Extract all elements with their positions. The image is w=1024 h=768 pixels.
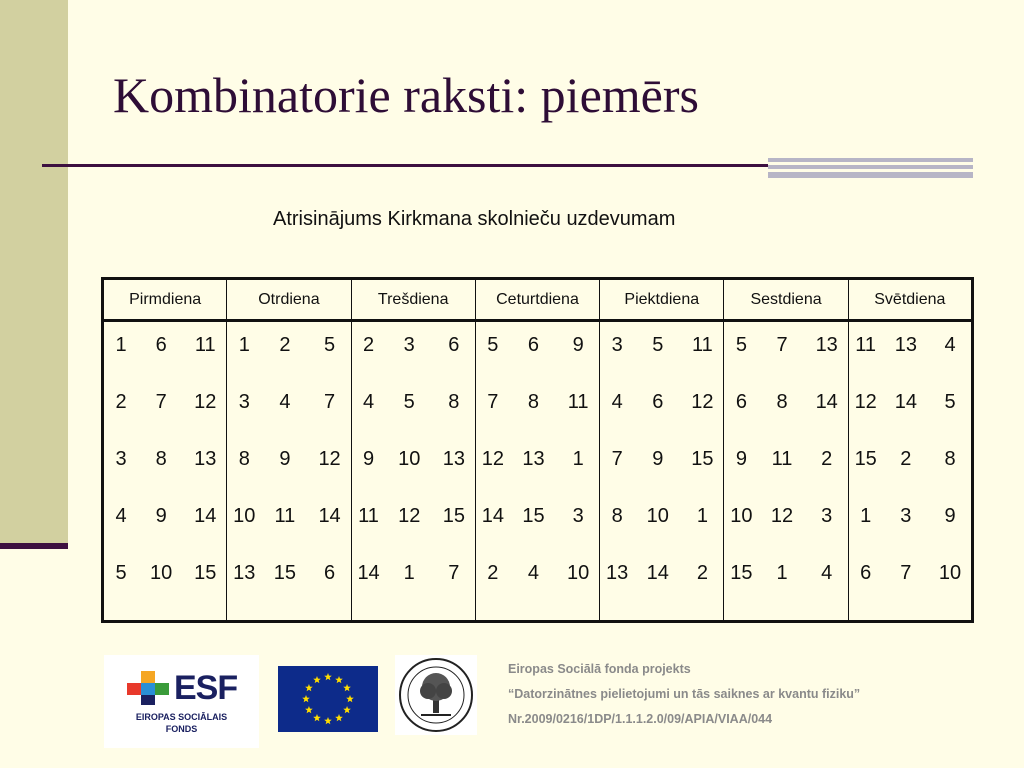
student-number: 14 (815, 391, 838, 413)
student-number: 13 (442, 448, 465, 470)
footer-line-1: Eiropas Sociālā fonda projekts (508, 662, 691, 676)
student-number: 3 (572, 505, 584, 527)
student-number: 6 (527, 334, 540, 356)
student-number: 3 (238, 391, 250, 413)
esf-letters: ESF (174, 669, 238, 707)
student-number: 14 (194, 505, 217, 527)
student-number: 13 (194, 448, 217, 470)
student-group (605, 449, 718, 506)
student-number: 5 (324, 334, 336, 356)
student-group (481, 335, 594, 392)
student-number: 9 (363, 448, 375, 470)
student-number: 13 (233, 562, 256, 584)
student-number: 12 (318, 448, 341, 470)
student-number: 15 (194, 562, 217, 584)
student-number: 1 (696, 505, 708, 527)
student-number: 1 (115, 334, 127, 356)
sidebar-accent-line (0, 543, 68, 549)
eu-star (313, 714, 321, 721)
student-number: 2 (821, 448, 833, 470)
student-number: 4 (115, 505, 127, 527)
student-number: 15 (522, 505, 545, 527)
student-number: 8 (238, 448, 250, 470)
student-group (605, 506, 718, 563)
student-group (232, 449, 345, 506)
student-number: 6 (652, 391, 664, 413)
header-tuesday: Otrdiena (227, 279, 351, 321)
student-number: 8 (448, 391, 460, 413)
student-group (481, 392, 594, 449)
esf-mark-icon (127, 671, 171, 705)
student-number: 14 (646, 562, 669, 584)
student-group (605, 335, 718, 392)
student-number: 1 (572, 448, 584, 470)
student-number: 5 (115, 562, 127, 584)
student-group (357, 335, 470, 392)
day-column (351, 321, 475, 622)
title-rule-accent (768, 158, 973, 178)
student-group (481, 563, 594, 620)
sidebar-decoration (0, 0, 68, 545)
eu-flag-logo (278, 666, 378, 732)
student-number: 5 (735, 334, 747, 356)
student-number: 11 (855, 334, 877, 356)
slide-subtitle: Atrisinājums Kirkmana skolnieču uzdevumam (273, 208, 676, 230)
student-number: 7 (776, 334, 788, 356)
student-group (854, 449, 966, 506)
eu-star (305, 684, 313, 691)
student-number: 4 (611, 391, 623, 413)
student-group (109, 506, 221, 563)
eu-star (335, 714, 343, 721)
esf-caption-line1: EIROPAS SOCIĀLAIS (135, 712, 228, 722)
student-number: 12 (854, 391, 877, 413)
eu-star (324, 717, 332, 724)
student-number: 3 (821, 505, 833, 527)
student-number: 5 (403, 391, 415, 413)
student-number: 15 (854, 448, 877, 470)
student-number: 7 (487, 391, 499, 413)
table-header-row (103, 279, 973, 321)
student-number: 10 (398, 448, 421, 470)
student-number: 10 (730, 505, 753, 527)
eu-star (343, 684, 351, 691)
day-column (227, 321, 351, 622)
student-number: 6 (860, 562, 872, 584)
student-number: 8 (527, 391, 540, 413)
student-number: 4 (527, 562, 540, 584)
student-group (729, 335, 842, 392)
student-number: 7 (448, 562, 460, 584)
student-number: 2 (900, 448, 912, 470)
esf-caption-line2: FONDS (165, 724, 198, 734)
header-monday: Pirmdiena (103, 279, 227, 321)
student-group (357, 449, 470, 506)
student-number: 11 (274, 505, 296, 527)
student-number: 14 (481, 505, 504, 527)
student-number: 5 (487, 334, 499, 356)
student-number: 11 (692, 334, 713, 356)
student-group (729, 392, 842, 449)
student-number: 2 (115, 391, 127, 413)
student-group (854, 506, 966, 563)
student-number: 11 (194, 334, 216, 356)
slide-title: Kombinatorie raksti: piemērs (113, 67, 699, 123)
student-number: 9 (155, 505, 167, 527)
student-number: 7 (900, 562, 912, 584)
student-number: 8 (776, 391, 788, 413)
university-seal-icon (395, 655, 477, 735)
student-number: 3 (900, 505, 912, 527)
schedule-table (101, 277, 974, 623)
eu-star (305, 706, 313, 713)
student-number: 12 (691, 391, 714, 413)
student-number: 11 (358, 505, 379, 527)
student-number: 6 (324, 562, 336, 584)
student-number: 13 (606, 562, 629, 584)
student-number: 15 (691, 448, 714, 470)
student-group (481, 506, 594, 563)
student-number: 15 (442, 505, 465, 527)
eu-star (346, 695, 354, 702)
student-number: 8 (944, 448, 956, 470)
eu-star (343, 706, 351, 713)
student-number: 12 (194, 391, 217, 413)
student-number: 8 (611, 505, 623, 527)
student-number: 3 (611, 334, 623, 356)
student-number: 12 (481, 448, 504, 470)
student-number: 14 (318, 505, 341, 527)
header-sunday: Svētdiena (848, 279, 972, 321)
student-number: 5 (944, 391, 956, 413)
student-group (729, 506, 842, 563)
day-column (475, 321, 599, 622)
student-number: 8 (155, 448, 167, 470)
header-saturday: Sestdiena (724, 279, 848, 321)
student-number: 10 (233, 505, 256, 527)
header-thursday: Ceturtdiena (475, 279, 599, 321)
university-seal-logo (395, 655, 477, 735)
eu-star (335, 676, 343, 683)
student-number: 7 (155, 391, 167, 413)
student-number: 3 (403, 334, 415, 356)
student-number: 11 (771, 448, 793, 470)
student-number: 15 (730, 562, 753, 584)
student-group (357, 563, 470, 620)
student-number: 4 (944, 334, 956, 356)
day-column (724, 321, 848, 622)
student-number: 1 (776, 562, 788, 584)
table-body-row (103, 321, 973, 622)
student-number: 4 (821, 562, 833, 584)
student-number: 5 (652, 334, 664, 356)
student-group (357, 506, 470, 563)
student-group (232, 563, 345, 620)
student-group (357, 392, 470, 449)
footer-line-3: Nr.2009/0216/1DP/1.1.1.2.0/09/APIA/VIAA/044 (508, 712, 773, 726)
student-number: 13 (894, 334, 917, 356)
student-number: 7 (324, 391, 336, 413)
student-group (729, 449, 842, 506)
student-group (605, 563, 718, 620)
student-number: 9 (279, 448, 291, 470)
student-number: 9 (652, 448, 664, 470)
student-number: 2 (696, 562, 708, 584)
student-number: 9 (735, 448, 747, 470)
student-group (232, 392, 345, 449)
day-column (600, 321, 724, 622)
student-number: 14 (894, 391, 917, 413)
student-number: 4 (363, 391, 375, 413)
student-group (854, 392, 966, 449)
student-number: 6 (155, 334, 167, 356)
student-number: 1 (860, 505, 872, 527)
student-group (232, 335, 345, 392)
student-number: 2 (363, 334, 375, 356)
student-group (109, 563, 221, 620)
student-number: 6 (448, 334, 460, 356)
title-underline (42, 164, 772, 167)
student-number: 3 (115, 448, 127, 470)
eu-star (302, 695, 310, 702)
student-group (481, 449, 594, 506)
student-group (109, 392, 221, 449)
student-number: 4 (279, 391, 291, 413)
header-friday: Piektdiena (600, 279, 724, 321)
student-number: 13 (815, 334, 838, 356)
student-group (109, 449, 221, 506)
student-number: 10 (150, 562, 173, 584)
eu-star (324, 673, 332, 680)
student-group (232, 506, 345, 563)
student-number: 14 (357, 562, 380, 584)
student-number: 10 (646, 505, 669, 527)
footer-line-2: “Datorzinātnes pielietojumi un tās saiknes ar kvantu fiziku” (508, 687, 861, 701)
student-group (109, 335, 221, 392)
student-number: 13 (522, 448, 545, 470)
student-number: 10 (938, 562, 962, 584)
student-number: 12 (770, 505, 794, 527)
student-number: 2 (279, 334, 291, 356)
student-group (605, 392, 718, 449)
day-column (103, 321, 227, 622)
project-footer (508, 657, 860, 732)
student-number: 11 (567, 391, 589, 413)
day-column (848, 321, 972, 622)
esf-logo (104, 655, 259, 748)
student-number: 9 (572, 334, 584, 356)
student-number: 6 (735, 391, 747, 413)
eu-star (313, 676, 321, 683)
student-number: 1 (238, 334, 250, 356)
student-number: 2 (487, 562, 499, 584)
student-number: 10 (567, 562, 590, 584)
student-number: 12 (398, 505, 421, 527)
student-number: 1 (403, 562, 415, 584)
student-group (854, 563, 966, 620)
header-wednesday: Trešdiena (351, 279, 475, 321)
student-number: 7 (611, 448, 623, 470)
student-group (729, 563, 842, 620)
student-number: 9 (944, 505, 956, 527)
eu-stars-icon (278, 666, 378, 732)
student-group (854, 335, 966, 392)
student-number: 15 (273, 562, 297, 584)
